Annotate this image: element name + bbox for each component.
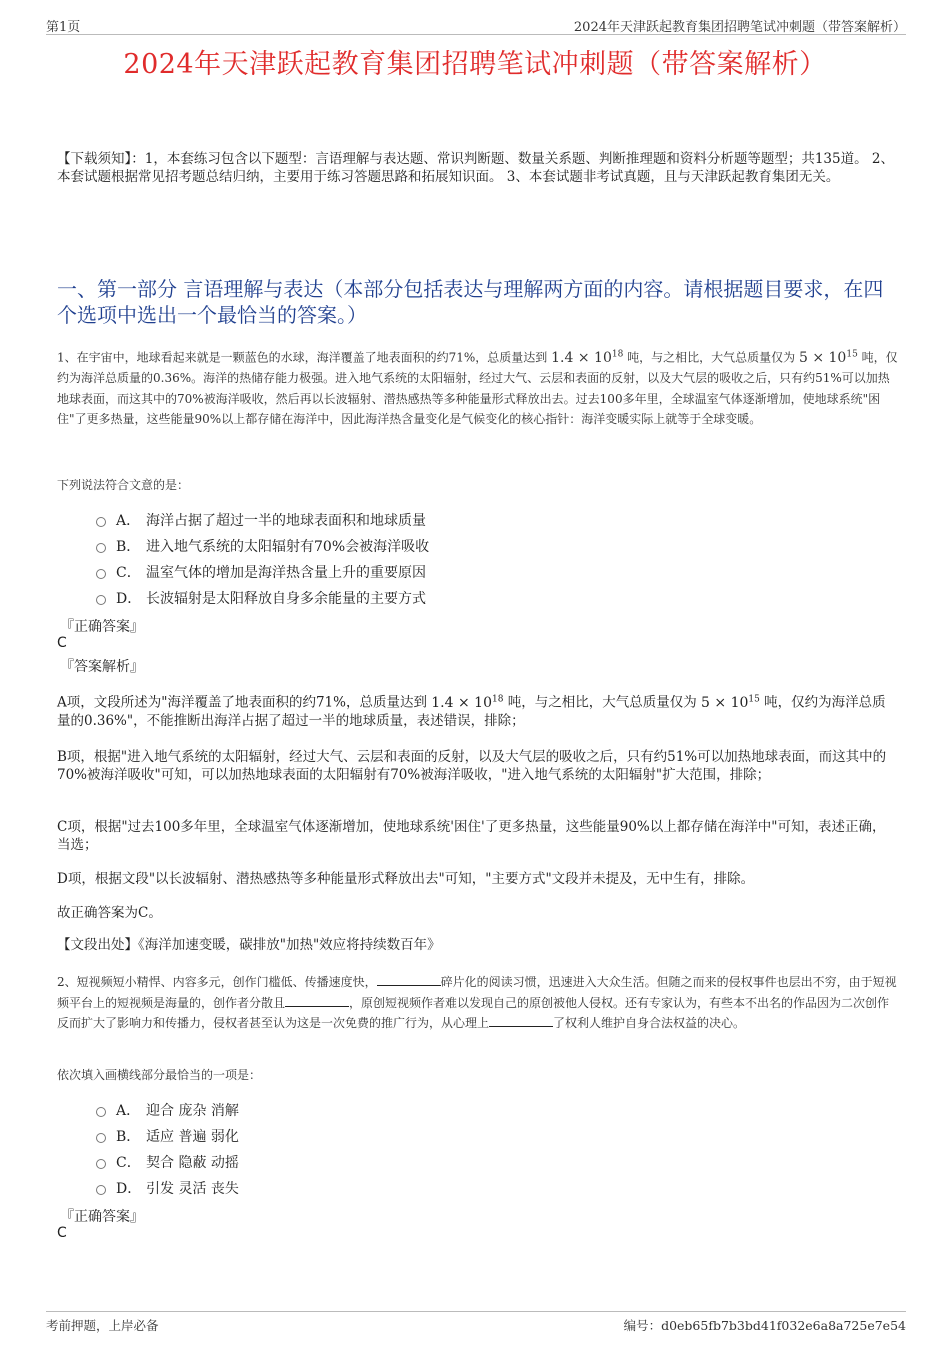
radio-icon[interactable]	[96, 543, 106, 553]
question-2-options	[96, 1097, 239, 1201]
q2-option-d[interactable]: D． 引发 灵活 丧失	[96, 1175, 239, 1201]
question-1-passage	[57, 344, 900, 430]
document-title: 2024年天津跃起教育集团招聘笔试冲刺题（带答案解析）	[123, 49, 827, 80]
q1-math-2: $5 \times 10^{15}$	[798, 349, 858, 366]
q2-option-a[interactable]: A． 迎合 庞杂 消解	[96, 1097, 239, 1123]
page-header	[46, 14, 906, 35]
page-footer	[46, 1311, 906, 1336]
radio-icon[interactable]	[96, 1185, 106, 1195]
section-heading: 一、第一部分 言语理解与表达（本部分包括表达与理解两方面的内容。请根据题目要求，在四个选项中选出一个最恰当的答案。）	[57, 277, 884, 327]
blank-1	[377, 973, 441, 986]
q1-text-b: 吨，与之相比，大气总质量仅为	[627, 350, 796, 365]
question-2-prompt: 依次填入画横线部分最恰当的一项是：	[57, 1068, 262, 1082]
q1-answer-label: 『正确答案』	[60, 619, 144, 635]
blank-2	[285, 994, 349, 1007]
q1-option-c[interactable]: C． 温室气体的增加是海洋热含量上升的重要原因	[96, 559, 429, 585]
footer-doc-id: 编号：d0eb65fb7b3bd41f032e6a8a725e7e54	[623, 1318, 906, 1333]
radio-icon[interactable]	[96, 517, 106, 527]
q2-option-c[interactable]: C． 契合 隐蔽 动摇	[96, 1149, 239, 1175]
question-1-prompt: 下列说法符合文意的是：	[57, 478, 190, 492]
q2-answer: C	[57, 1225, 67, 1241]
q2-option-b[interactable]: B． 适应 普遍 弱化	[96, 1123, 239, 1149]
q1-math-1: $1.4 \times 10^{18}$	[551, 349, 624, 366]
radio-icon[interactable]	[96, 595, 106, 605]
q1-explanation-c: C项，根据"过去100多年里，全球温室气体逐渐增加，使地球系统'困住'了更多热量，这些能量90%以上都存储在海洋中"可知，表述正确，当选；	[57, 819, 886, 853]
q1-option-d[interactable]: D． 长波辐射是太阳释放自身多余能量的主要方式	[96, 585, 429, 611]
radio-icon[interactable]	[96, 569, 106, 579]
q1-conclusion: 故正确答案为C。	[57, 905, 162, 921]
q1-answer: C	[57, 635, 67, 651]
page-number: 第1页	[46, 20, 81, 35]
q1-explanation-b: B项，根据"进入地气系统的太阳辐射，经过大气、云层和表面的反射，以及大气层的吸收之后，只有约51%可以加热地球表面，而这其中的70%被海洋吸收"可知，可以加热地球表面的太阳辐射有70%被海洋吸收，"进入地气系统的太阳辐射"扩大范围，排除；	[57, 749, 887, 783]
q1-explanation-d: D项，根据文段"以长波辐射、潜热感热等多种能量形式释放出去"可知，"主要方式"文段并未提及，无中生有，排除。	[57, 871, 755, 887]
q1-option-b[interactable]: B． 进入地气系统的太阳辐射有70%会被海洋吸收	[96, 533, 429, 559]
header-doc-title: 2024年天津跃起教育集团招聘笔试冲刺题（带答案解析）	[573, 20, 906, 35]
radio-icon[interactable]	[96, 1159, 106, 1169]
q1-source: 【文段出处】《海洋加速变暖，碳排放"加热"效应将持续数百年》	[57, 937, 441, 953]
q1-text-c: 吨，仅约为海洋总质量的0.36%。海洋的热储存能力极强。进入地气系统的太阳辐射，经过大气、云层和表面的反射，以及大气层的吸收之后，只有约51%可以加热地球表面，而这其中的70%被海洋吸收，然后再以长波辐射、潜热感热等多种能量形式释放出去。过去100多年里，全球温室气体逐渐增加，使地球系统"困住"了更多热量，这些能量90%以上都存储在海洋中，因此海洋热含量变化是气候变化的核心指针：海洋变暖实际上就等于全球变暖。	[57, 350, 898, 427]
radio-icon[interactable]	[96, 1107, 106, 1117]
radio-icon[interactable]	[96, 1133, 106, 1143]
q1-expl-math-2: $5 \times 10^{15}$	[701, 694, 760, 711]
q1-expl-math-1: $1.4 \times 10^{18}$	[431, 694, 504, 711]
question-2-passage: 2、短视频短小精悍、内容多元，创作门槛低、传播速度快， 碎片化的阅读习惯，迅速进入大众生活。但随之而来的侵权事件也层出不穷，由于短视频平台上的短视频是海量的，创作者分散且 ，原创短视频作者难以发现自己的原创被他人侵权。还有专家认为，有些本不出名的作品因为二次创作反而扩大了影响力和传播力，侵权者甚至认为这是一次免费的推广行为，从心理上 了权利人维护自身合法权益的决心。	[57, 975, 897, 1030]
q1-explanation-a: A项，文段所述为"海洋覆盖了地表面积的约71%，总质量达到 $1.4 \times 10^{18}$ 吨，与之相比，大气总质量仅为 $5 \times 10^{15}$ 吨，仅约为海洋总质量的0.36%"，不能推断出海洋占据了超过一半的地球质量，表述错误，排除；	[57, 694, 886, 729]
q2-answer-label: 『正确答案』	[60, 1209, 144, 1225]
download-notice: 【下载须知】：1，本套练习包含以下题型：言语理解与表达题、常识判断题、数量关系题、判断推理题和资料分析题等题型；共135道。 2、本套试题根据常见招考题总结归纳，主要用于练习答题思路和拓展知识面。 3、本套试题非考试真题，且与天津跃起教育集团无关。	[57, 151, 894, 185]
q1-analysis-label: 『答案解析』	[60, 659, 144, 675]
question-1-options	[96, 507, 429, 611]
q1-text-a: 1、在宇宙中，地球看起来就是一颗蓝色的水球，海洋覆盖了地表面积的约71%，总质量达到	[57, 350, 548, 365]
footer-slogan: 考前押题，上岸必备	[46, 1318, 159, 1333]
q1-option-a[interactable]: A． 海洋占据了超过一半的地球表面积和地球质量	[96, 507, 429, 533]
blank-3	[489, 1014, 553, 1027]
